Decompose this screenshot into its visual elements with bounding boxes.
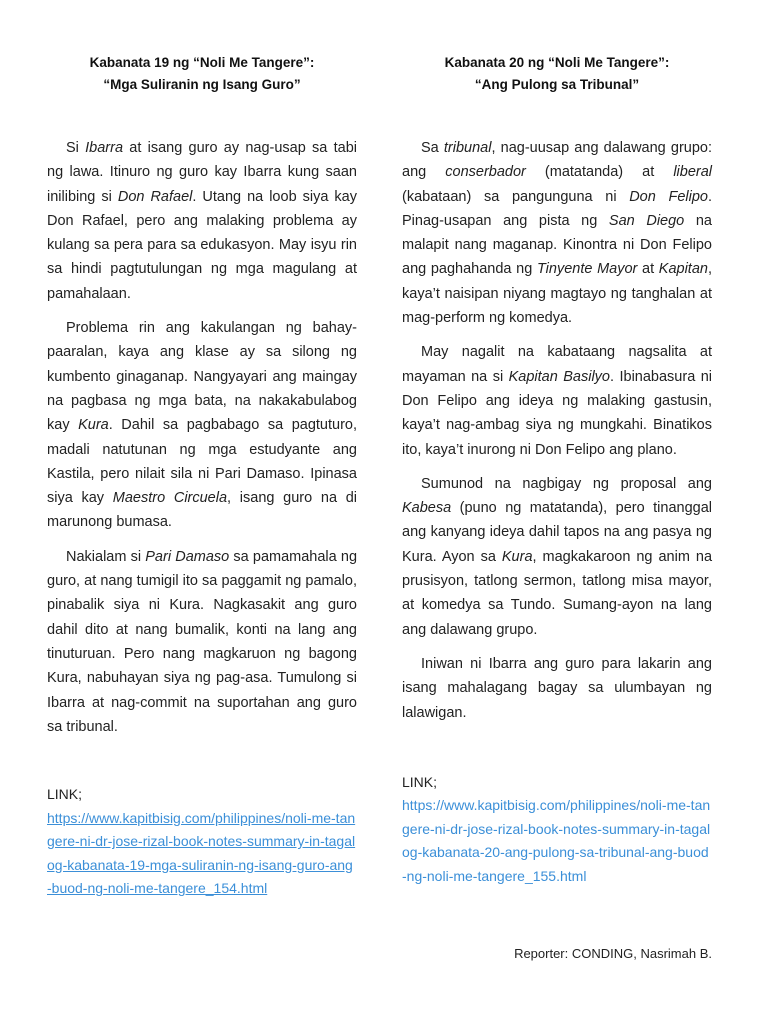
text-segment: at isang guro ay nag-usap sa tabi ng lawa. Itinuro ng guro kay Ibarra kung saan inilibing si xyxy=(47,140,357,205)
right-paragraph xyxy=(402,652,712,725)
right-title-line2: “Ang Pulong sa Tribunal” xyxy=(474,77,640,92)
right-body xyxy=(402,136,712,725)
reporter-credit: Reporter: CONDING, Nasrimah B. xyxy=(514,946,712,961)
right-column xyxy=(402,52,712,888)
italic-term: Kapitan xyxy=(658,261,708,278)
text-segment: (kabataan) sa pangunguna ni xyxy=(402,188,630,205)
right-paragraph xyxy=(402,472,712,642)
right-paragraph xyxy=(402,136,712,330)
left-link-url[interactable]: https://www.kapitbisig.com/philippines/noli-me-tangere-ni-dr-jose-rizal-book-notes-summary-in-tagalog-kabanata-19-mga-suliranin-ng-isang-guro-ang-buod-ng-noli-me-tangere_154.html xyxy=(47,809,356,897)
italic-term: San Diego xyxy=(608,212,685,229)
right-title xyxy=(402,52,712,96)
right-title-line1: Kabanata 20 ng “Noli Me Tangere”: xyxy=(444,55,670,70)
italic-term: Don Felipo xyxy=(629,188,708,205)
text-segment: . Utang na loob siya kay Don Rafael, pero ang malaking problema ay kulang sa pera para sa edukasyon. May isyu rin sa hindi pagtutulungan ng mga magulang at pamahalaan. xyxy=(47,188,357,302)
italic-term: Don Rafael xyxy=(117,188,193,205)
italic-term: Pari Damaso xyxy=(145,548,230,565)
italic-term: liberal xyxy=(673,164,712,181)
text-segment: Problema rin ang kakulangan ng bahay-paaralan, kaya ang klase ay sa silong ng kumbento ginaganap. Nangyayari ang maingay na pagbasa ng mga bata, na nakakabulabog kay xyxy=(47,320,357,434)
text-segment: . Dahil sa pagbabago sa pagtuturo, madali natutunan ng mga estudyante ang Kastila, pero nilait sila ni Pari Damaso. Ipinasa siya kay xyxy=(47,417,357,507)
text-segment: , magkakaroon ng anim na prusisyon, tatlong sermon, tatlong misa mayor, at komedya sa Tundo. Sumang-ayon na lang ang dalawang grupo. xyxy=(402,548,713,638)
left-title-line2: “Mga Suliranin ng Isang Guro” xyxy=(103,77,301,92)
left-link-label: LINK; xyxy=(47,786,83,803)
text-segment: Nakialam si xyxy=(66,548,146,565)
italic-term: conserbador xyxy=(445,164,526,181)
italic-term: Kura xyxy=(78,417,109,434)
left-body xyxy=(47,136,357,739)
text-segment: May nagalit na kabataang nagsalita at mayaman na si xyxy=(402,344,712,385)
text-segment: (puno ng matatanda), pero tinanggal ang kanyang ideya dahil tapos na ang pasya ng Kura. Ayon sa xyxy=(402,500,712,565)
right-link-block xyxy=(402,771,712,889)
left-title xyxy=(47,52,357,96)
italic-term: Kabesa xyxy=(402,500,452,517)
left-paragraph xyxy=(47,136,357,306)
text-segment: Sa xyxy=(421,140,444,156)
italic-term: Kapitan Basilyo xyxy=(508,368,610,385)
italic-term: tribunal xyxy=(443,140,492,156)
text-segment: , nag-uusap ang dalawang grupo: ang xyxy=(402,140,712,181)
italic-term: Ibarra xyxy=(85,140,124,156)
text-segment: Si xyxy=(66,140,86,156)
left-link-block xyxy=(47,783,357,901)
right-paragraph xyxy=(402,340,712,461)
italic-term: Tinyente Mayor xyxy=(536,261,638,278)
italic-term: Maestro Circuela xyxy=(112,490,228,507)
left-paragraph xyxy=(47,545,357,739)
text-segment: . Ibinabasura ni Don Felipo ang ideya ng malaking gastusin, kaya’t nag-ambag siya ng mungkahi. Binatikos ito, kaya’t inurong ni Don Felipo ang plano. xyxy=(402,368,712,458)
text-segment: na malapit nang maganap. Kinontra ni Don Felipo ang paghahanda ng xyxy=(402,212,712,278)
text-segment: sa pamamahala ng guro, at nang tumigil ito sa paggamit ng pamalo, pinabalik siya ni Kura. Nagkasakit ang guro dahil dito at nang bumalik, konti na lang ang tinuturuan. Pero nang magkaruon ng bagong Kura, nabuhayan siya ng pag-asa. Tumulong si Ibarra at nag-commit na suportahan ang guro sa tribunal. xyxy=(47,548,358,735)
text-segment: . Pinag-usapan ang pista ng xyxy=(402,188,712,229)
text-segment: , isang guro na di marunong bumasa. xyxy=(47,490,357,531)
text-segment: , kaya’t naisipan niyang magtayo ng tanghalan at mag-perform ng komedya. xyxy=(402,261,712,327)
left-paragraph xyxy=(47,316,357,535)
right-link-label: LINK; xyxy=(402,773,438,790)
italic-term: Kura xyxy=(501,548,533,565)
text-segment: Iniwan ni Ibarra ang guro para lakarin ang isang mahalagang bagay sa ulumbayan ng lalawigan. xyxy=(402,655,712,721)
text-segment: Sumunod na nagbigay ng proposal ang xyxy=(421,475,712,492)
text-segment: (matatanda) at xyxy=(525,164,674,181)
left-title-line1: Kabanata 19 ng “Noli Me Tangere”: xyxy=(89,55,315,70)
text-segment: at xyxy=(637,261,659,278)
left-column xyxy=(47,52,357,901)
right-link-url: https://www.kapitbisig.com/philippines/noli-me-tangere-ni-dr-jose-rizal-book-notes-summary-in-tagalog-kabanata-20-ang-pulong-sa-tribunal-ang-buod-ng-noli-me-tangere_155.html xyxy=(402,797,711,884)
